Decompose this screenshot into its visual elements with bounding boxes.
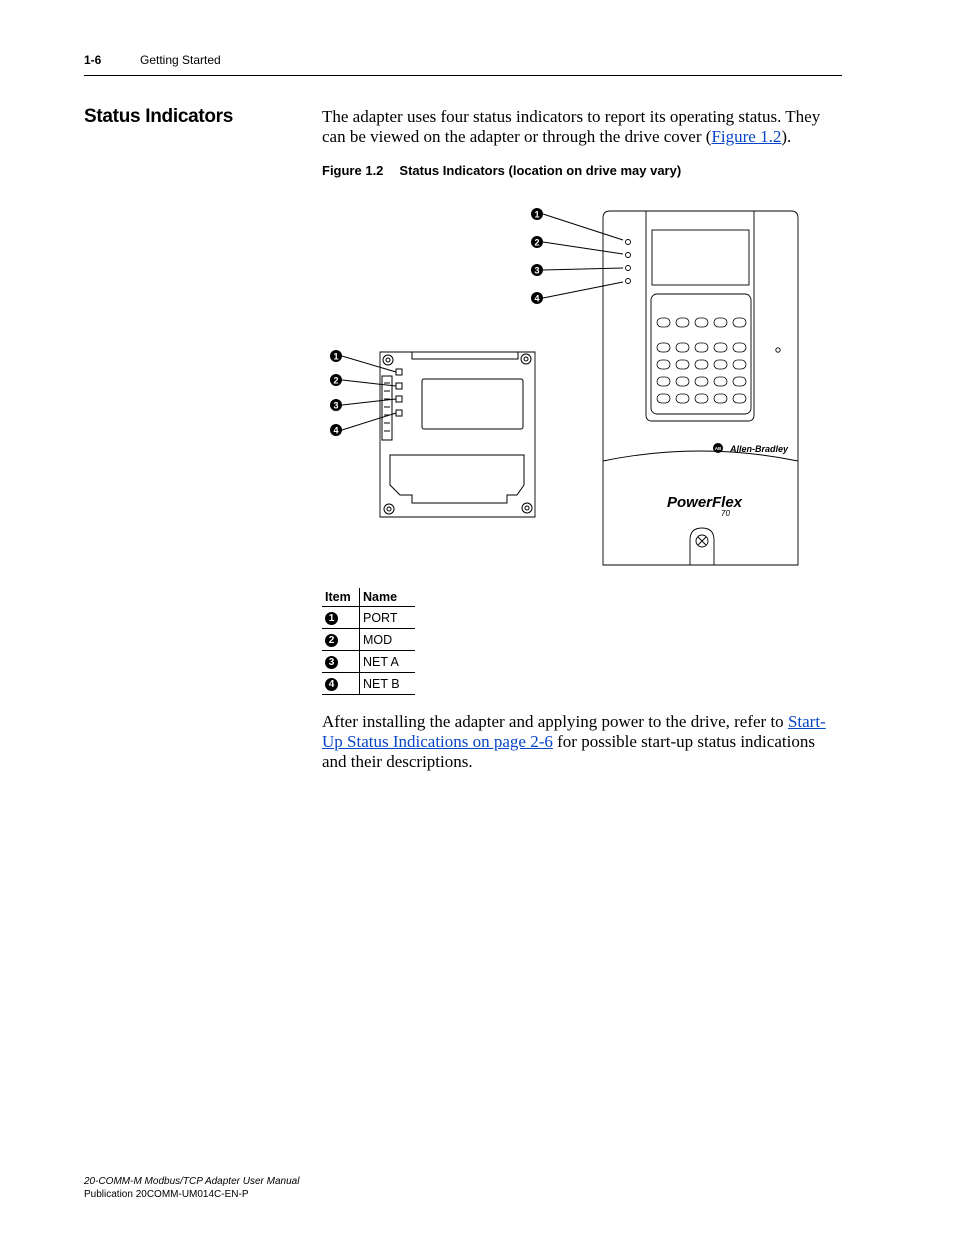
page-header (84, 53, 842, 76)
product-name: PowerFlex (667, 494, 743, 511)
drive-callout-4: 4 (534, 293, 540, 304)
header-section-title: Getting Started (140, 53, 221, 67)
drive-cover (603, 211, 798, 565)
legend-header-item: Item (322, 588, 360, 607)
drive-callout-1: 1 (534, 209, 540, 220)
indicator-legend-table (322, 588, 415, 695)
drive-callouts (531, 208, 543, 304)
legend-header-name: Name (360, 588, 416, 607)
intro-paragraph (322, 107, 842, 147)
figure-caption-text: Status Indicators (location on drive may vary) (399, 163, 682, 178)
figure-link[interactable]: Figure 1.2 (711, 127, 782, 146)
after-paragraph (322, 712, 842, 772)
footer-manual-title: 20-COMM-M Modbus/TCP Adapter User Manual (84, 1176, 300, 1187)
legend-item-name: PORT (360, 607, 416, 629)
footer-publication: Publication 20COMM-UM014C-EN-P (84, 1189, 249, 1200)
figure-caption (322, 163, 697, 178)
adapter-callout-3: 3 (333, 400, 339, 411)
legend-item-number: 3 (325, 656, 338, 669)
legend-header-row (322, 588, 415, 607)
adapter-callouts (330, 350, 342, 436)
brand-badge: AB (714, 446, 722, 451)
keypad-buttons (657, 318, 746, 403)
page-footer (84, 1175, 299, 1201)
after-text-before: After installing the adapter and applying power to the drive, refer to (322, 712, 788, 731)
figure-drawing (322, 195, 842, 575)
adapter-callout-1: 1 (333, 351, 339, 362)
table-row (322, 607, 415, 629)
section-title: Status Indicators (84, 106, 234, 127)
legend-item-name: NET B (360, 673, 416, 695)
legend-item-number: 1 (325, 612, 338, 625)
drive-callout-3: 3 (534, 265, 540, 276)
legend-item-name: MOD (360, 629, 416, 651)
adapter-callout-4: 4 (333, 425, 339, 436)
status-indicators-figure (322, 195, 842, 575)
figure-label: Figure 1.2 (322, 163, 384, 178)
intro-text-after: ). (781, 127, 792, 146)
legend-item-number: 2 (325, 634, 338, 647)
after-text-after: for possible start-up status indications and their descriptions. (322, 732, 815, 771)
table-row (322, 673, 415, 695)
startup-status-link[interactable]: Start-Up Status Indications on page 2-6 (322, 712, 826, 751)
brand-name: Allen-Bradley (730, 444, 789, 454)
table-row (322, 651, 415, 673)
adapter-callout-2: 2 (333, 375, 339, 386)
legend-item-name: NET A (360, 651, 416, 673)
intro-text-before: The adapter uses four status indicators to report its operating status. They can be viewed on the adapter or through the drive cover ( (322, 107, 821, 146)
table-row (322, 629, 415, 651)
page-number: 1-6 (84, 53, 102, 67)
adapter-board (380, 352, 535, 517)
legend-item-number: 4 (325, 678, 338, 691)
product-model: 70 (721, 509, 730, 518)
drive-callout-2: 2 (534, 237, 540, 248)
